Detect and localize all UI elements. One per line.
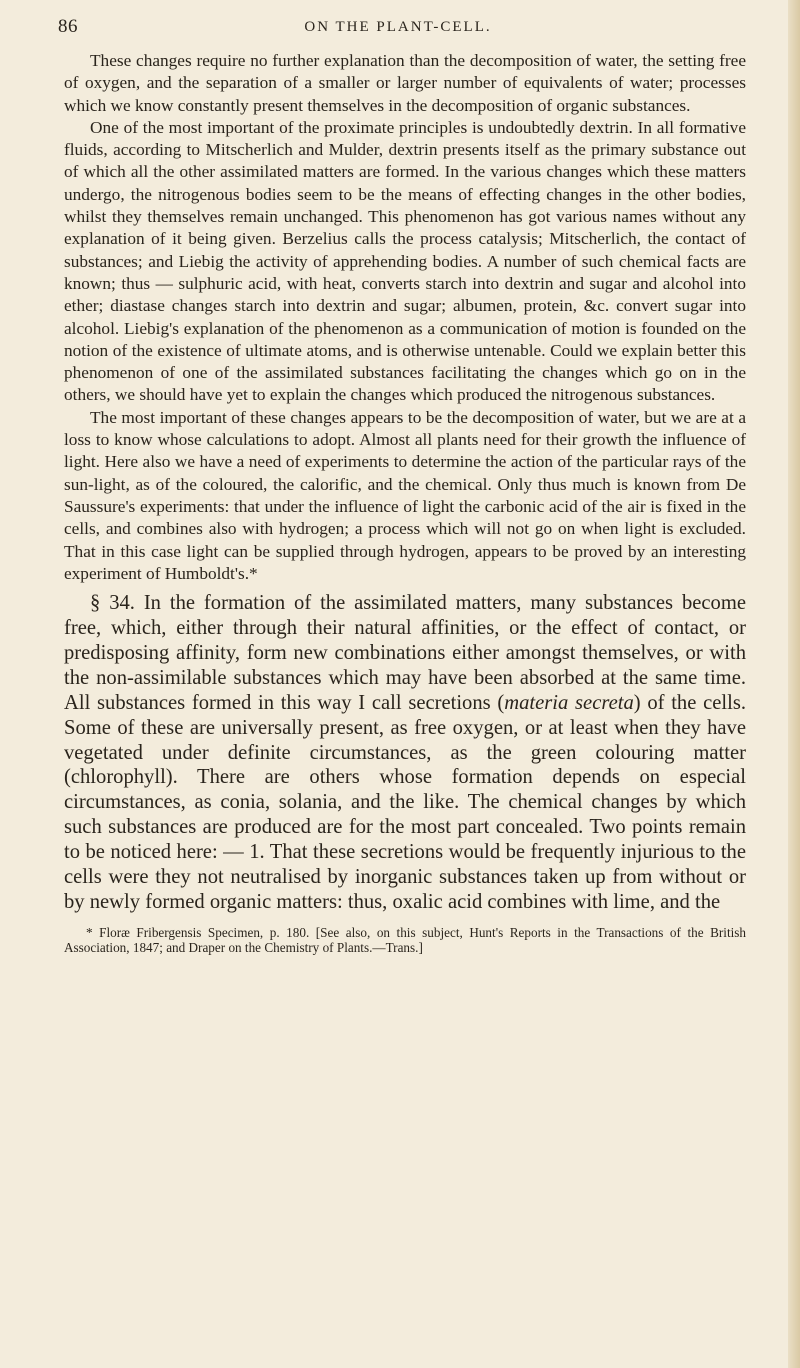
page-header [58, 10, 738, 40]
section-34-italic-term: materia secreta [504, 691, 634, 714]
section-34 [64, 591, 746, 915]
paragraph-dextrin: One of the most important of the proximate principles is undoubtedly dextrin. In all formative fluids, according to Mitscherlich and Mulder, dextrin presents itself as the primary substance out of which all the other assimilated matters are formed. In the various changes which these matters undergo, the nitrogenous bodies seem to be the means of effecting changes in the other bodies, whilst they themselves remain unchanged. This phenomenon has got various names without any explanation of it being given. Berzelius calls the process catalysis; Mitscherlich, the contact of substances; and Liebig the activity of apprehending bodies. A number of such chemical facts are known; thus — sulphuric acid, with heat, converts starch into dextrin and sugar and alcohol into ether; diastase changes starch into dextrin and sugar; albumen, protein, &c. convert sugar into alcohol. Liebig's explanation of the phenomenon as a communication of motion is founded on the notion of the existence of ultimate atoms, and is otherwise untenable. Could we explain better this phenomenon of one of the assimilated substances facilitating the changes which go on in the others, we should have yet to explain the changes which produced the nitrogenous substances. [64, 117, 746, 405]
paragraph-light: The most important of these changes appears to be the decomposition of water, but we are at a loss to know whose calculations to adopt. Almost all plants need for their growth the influence of light. Here also we have a need of experiments to determine the action of the particular rays of the sun-light, as of the coloured, the calorific, and the chemical. Only thus much is known from De Saussure's experiments: that under the influence of light the carbonic acid of the air is fixed in the cells, and combines also with hydrogen; a process which will not go on when light is excluded. That in this case light can be supplied through hydrogen, appears to be proved by an interesting experiment of Humboldt's.* [64, 407, 746, 583]
running-head: ON THE PLANT-CELL. [304, 19, 492, 35]
section-34-text-a: § 34. In the formation of the assimilated matters, many substances become free, which, either through their natural affinities, or the effect of contact, or predisposing affinity, form new combinations either amongst themselves, or with the non-assimilable substances which may have been absorbed at the same time. All substances formed in this way I call secretions ( [64, 592, 746, 714]
page-edge [788, 0, 800, 1368]
section-34-text-b: ) of the cells. Some of these are universally present, as free oxygen, or at least when they have vegetated under definite circumstances, as the green colouring matter (chlorophyll). There are others whose formation depends on especial circumstances, as conia, solania, and the like. The chemical changes by which such substances are produced are for the most part concealed. Two points remain to be noticed here: — 1. That these secretions would be frequently injurious to the cells were they not neutralised by inorganic substances taken up from without or by newly formed organic matters: thus, oxalic acid combines with lime, and the [64, 691, 746, 913]
footnote: * Floræ Fribergensis Specimen, p. 180. [See also, on this subject, Hunt's Reports in the Transactions of the British Association, 1847; and Draper on the Chemistry of Plants.—Trans.] [64, 924, 746, 956]
body-text [64, 50, 746, 956]
page-number: 86 [58, 16, 78, 37]
paragraph-decomposition: These changes require no further explanation than the decomposition of water, the setting free of oxygen, and the separation of a smaller or larger number of equivalents of water; processes which we know constantly present themselves in the decomposition of organic substances. [64, 51, 746, 115]
